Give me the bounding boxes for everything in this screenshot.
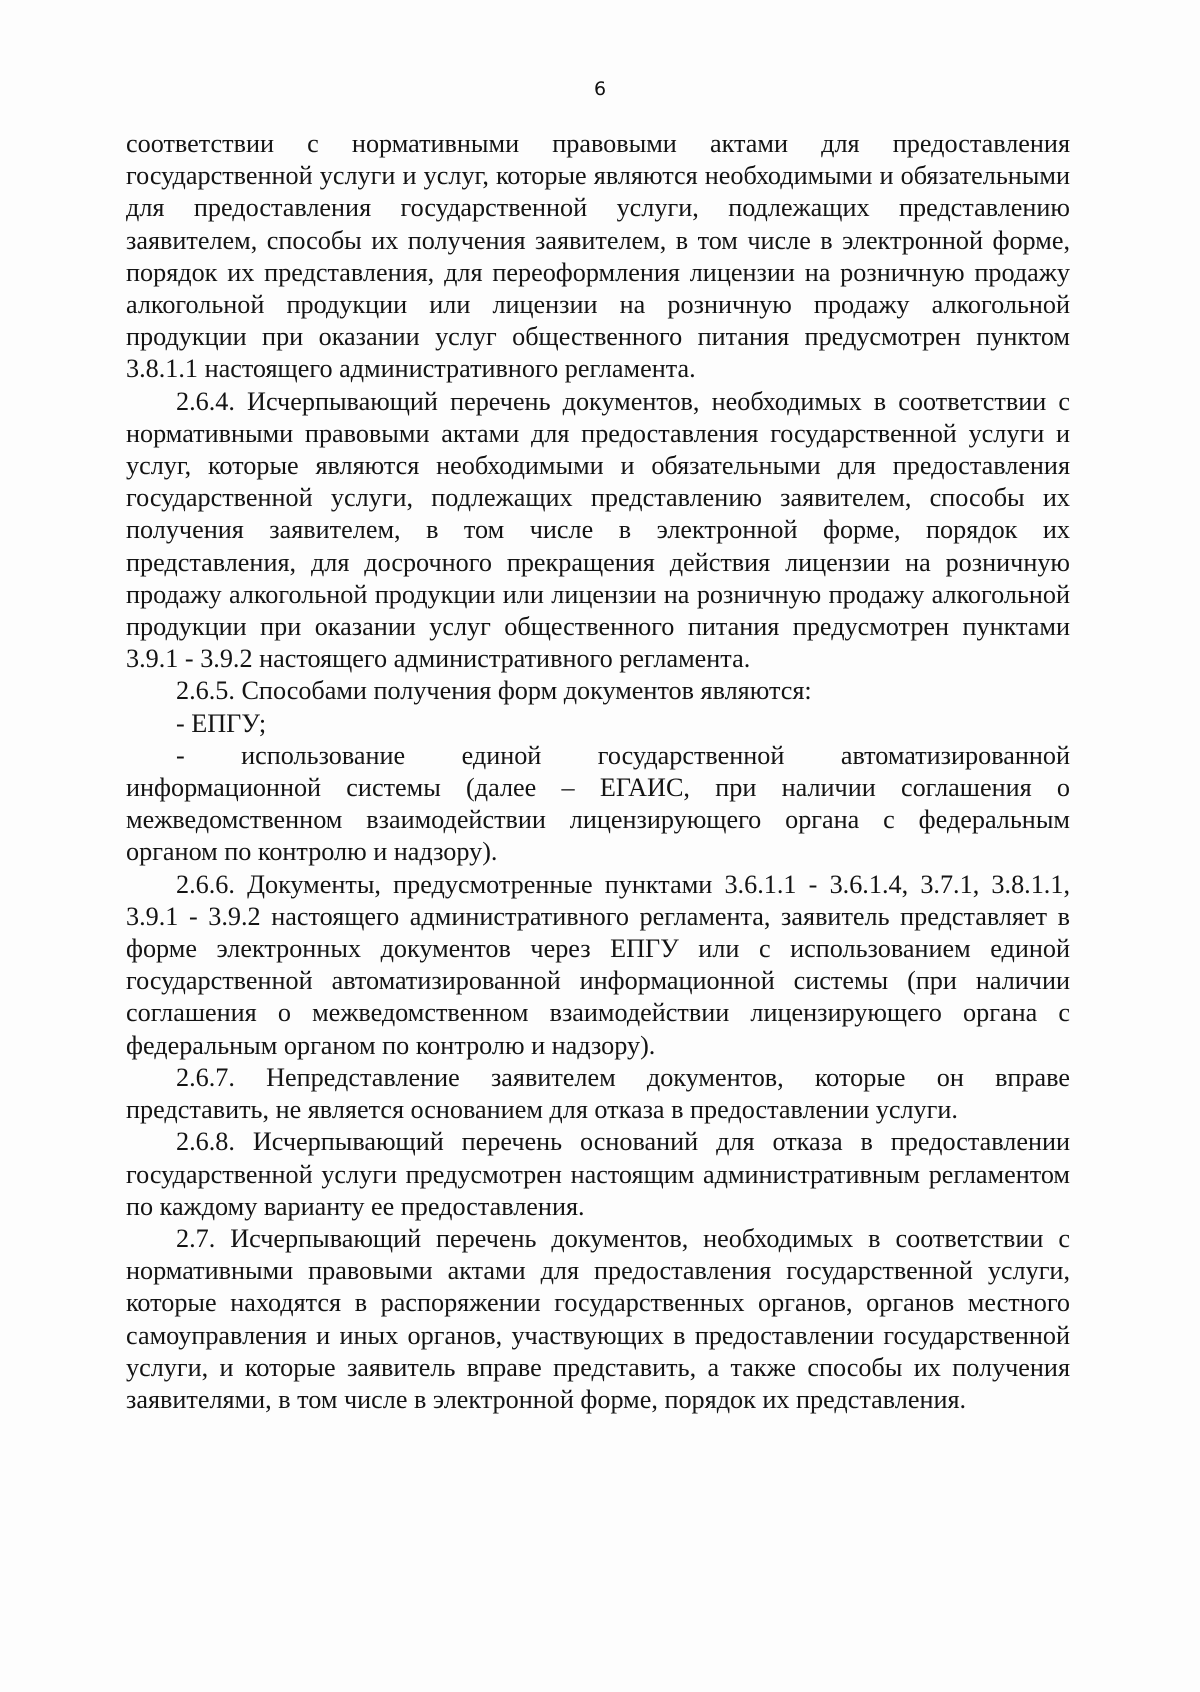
document-body	[126, 128, 1070, 1416]
paragraph-2-6-5: 2.6.5. Способами получения форм документов являются:	[176, 676, 812, 706]
paragraph-2-6-8: 2.6.8. Исчерпывающий перечень оснований для отказа в предоставлении государственной услуги предусмотрен настоящим административным регламентом по каждому варианту ее предоставления.	[126, 1127, 1070, 1221]
paragraph-2-6-7: 2.6.7. Непредставление заявителем документов, которые он вправе представить, не является основанием для отказа в предоставлении услуги.	[126, 1062, 1070, 1125]
page-number: 6	[593, 78, 607, 100]
paragraph-continuation: соответствии с нормативными правовыми актами для предоставления государственной услуги и услуг, которые являются необходимыми и обязательными для предоставления государственной услуги, подлежащих представлению заявителем, способы их получения заявителем, в том числе в электронной форме, порядок их представления, для переоформления лицензии на розничную продажу алкогольной продукции или лицензии на розничную продажу алкогольной продукции при оказании услуг общественного питания предусмотрен пунктом 3.8.1.1 настоящего административного регламента.	[126, 129, 1070, 384]
list-item-epgu: - ЕПГУ;	[176, 708, 267, 738]
paragraph-2-6-4: 2.6.4. Исчерпывающий перечень документов, необходимых в соответствии с нормативными правовыми актами для предоставления государственной услуги и услуг, которые являются необходимыми и обязательными для предоставления государственной услуги, подлежащих представлению заявителем, способы их получения заявителем, в том числе в электронной форме, порядок их представления, для досрочного прекращения действия лицензии на розничную продажу алкогольной продукции или лицензии на розничную продажу алкогольной продукции при оказании услуг общественного питания предусмотрен пунктами 3.9.1 - 3.9.2 настоящего административного регламента.	[126, 386, 1070, 674]
paragraph-2-6-6: 2.6.6. Документы, предусмотренные пунктами 3.6.1.1 - 3.6.1.4, 3.7.1, 3.8.1.1, 3.9.1 - 3.9.2 настоящего административного регламента, заявитель представляет в форме электронных документов через ЕПГУ или с использованием единой государственной автоматизированной информационной системы (при наличии соглашения о межведомственном взаимодействии лицензирующего органа с федеральным органом по контролю и надзору).	[126, 869, 1070, 1060]
list-item-egais: - использование единой государственной автоматизированной информационной системы (далее – ЕГАИС, при наличии соглашения о межведомственном взаимодействии лицензирующего органа с федеральным органом по контролю и надзору).	[126, 740, 1070, 867]
paragraph-2-7: 2.7. Исчерпывающий перечень документов, необходимых в соответствии с нормативными правовыми актами для предоставления государственной услуги, которые находятся в распоряжении государственных органов, органов местного самоуправления и иных органов, участвующих в предоставлении государственной услуги, и которые заявитель вправе представить, а также способы их получения заявителями, в том числе в электронной форме, порядок их представления.	[126, 1223, 1070, 1414]
